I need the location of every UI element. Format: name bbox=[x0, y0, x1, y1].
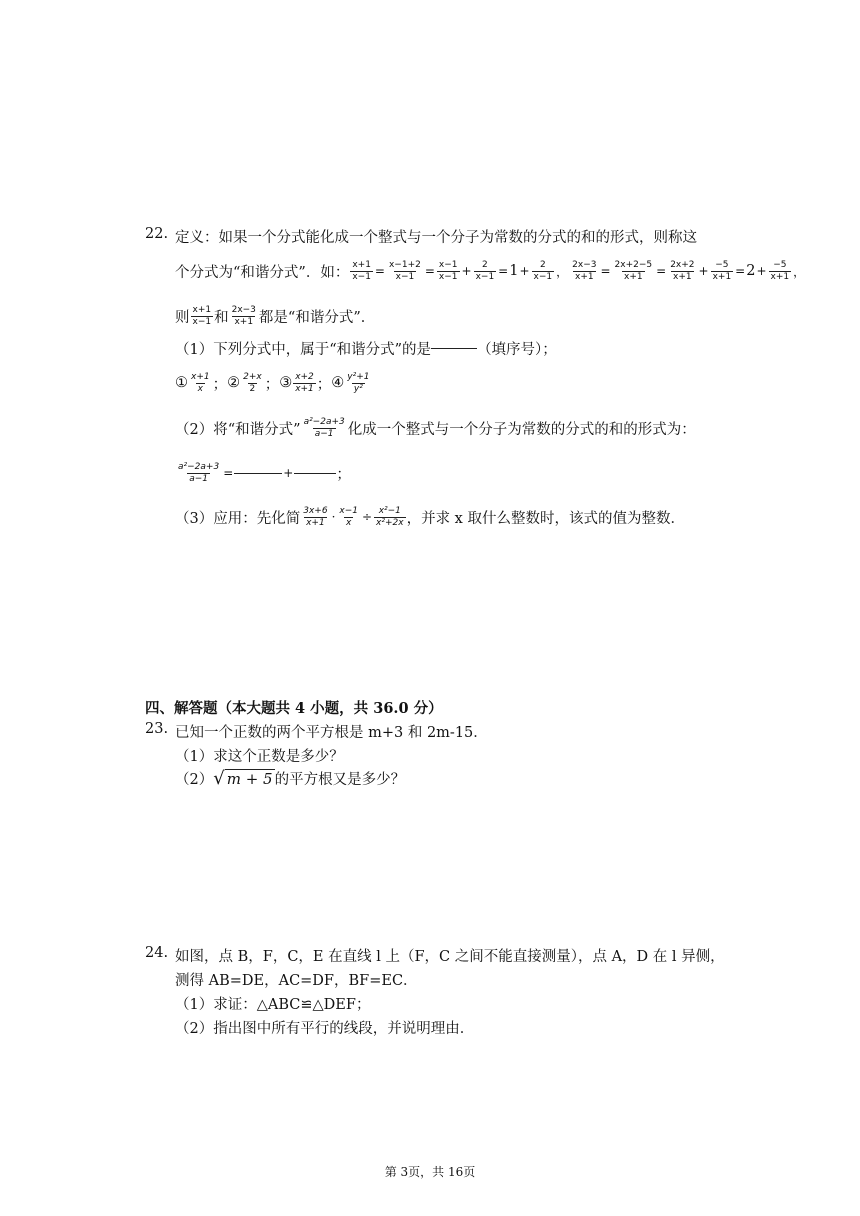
page-footer: 第 3页，共 16页 bbox=[384, 1165, 476, 1179]
fraction: $\frac{x-1+2}{x-1}$ bbox=[388, 259, 421, 282]
fraction: $\frac{2x-3}{x+1}$ bbox=[572, 259, 597, 282]
text: 化成一个整式与一个分子为常数的分式的和的形式为： bbox=[347, 421, 696, 438]
option-marker: ② bbox=[227, 375, 241, 391]
option-marker: ① bbox=[175, 375, 188, 391]
answer-blank bbox=[431, 348, 477, 349]
term: 2 bbox=[746, 263, 756, 279]
text: ，并求 x 取什么整数时，该式的值为整数． bbox=[406, 510, 685, 527]
q24-part2: （2）指出图中所有平行的线段，并说明理由． bbox=[175, 1021, 475, 1037]
text: 则 bbox=[175, 309, 190, 326]
term: 1 bbox=[509, 263, 519, 279]
section-heading: 四、解答题（本大题共 4 小题，共 36.0 分） bbox=[145, 700, 443, 717]
square-root: √ m + 5 bbox=[213, 767, 273, 789]
q24-number: 24. bbox=[145, 945, 169, 961]
fraction: $\frac{x+1}{x-1}$ bbox=[352, 259, 371, 282]
q23-number: 23. bbox=[145, 721, 169, 737]
fraction: $\frac{x+2}{x+1}$ bbox=[295, 371, 314, 394]
fraction: $\frac{2x-3}{x+1}$ bbox=[231, 304, 256, 327]
fraction: $\frac{x+1}{x}$ bbox=[191, 371, 210, 394]
fraction: $\frac{-5}{x+1}$ bbox=[770, 259, 790, 282]
answer-blank bbox=[234, 473, 282, 474]
fraction: $\frac{\text{y²+1}}{\text{y²}}$ bbox=[347, 371, 370, 394]
text: 都是“和谐分式”． bbox=[258, 309, 376, 326]
text: （1）下列分式中，属于“和谐分式”的是 bbox=[175, 341, 432, 358]
fraction: $\frac{\text{a²−2a+3}}{a-1}$ bbox=[178, 461, 220, 484]
fraction: $\frac{x+1}{x-1}$ bbox=[192, 304, 212, 327]
answer-blank bbox=[294, 473, 336, 474]
fraction: $\frac{2x+2}{x+1}$ bbox=[670, 259, 695, 282]
q22-examples-line: 个分式为“和谐分式”．如： $\frac{x+1}{x-1}$ = $\frac{x-1+2}{x-1}$ = $\frac{x-1}{x-1}$ + $\frac{2}{x-1}$ = 1 + $\frac{2}{x-1}$ ， $\frac{2x-3}{x+1}$ = $\frac{2x+2-5}{x+1}$ = $\frac{2x+2}{x+1}$ + $\frac{-5}{x+1}$ = 2 + $\frac{-5}{x+1}$ ， bbox=[175, 259, 806, 282]
fraction: $\frac{\text{x²−1}}{\text{x²+2x}}$ bbox=[376, 505, 404, 528]
q22-line3 bbox=[175, 299, 375, 333]
fraction: $\frac{2x+2-5}{x+1}$ bbox=[614, 259, 653, 282]
q22-options: ① $\frac{x+1}{x}$ ； ② $\frac{2+x}{2}$ ； ③ $\frac{x+2}{x+1}$ ； ④ $\frac{\text{y²+1}}{\text{y²}}$ bbox=[175, 371, 370, 394]
fraction: $\frac{x-1}{x}$ bbox=[339, 505, 358, 528]
text: （填序号）； bbox=[477, 341, 557, 358]
fraction: $\frac{2}{x-1}$ bbox=[533, 259, 553, 282]
q22-part2 bbox=[175, 411, 696, 445]
fraction: $\frac{2}{x-1}$ bbox=[475, 259, 495, 282]
text: （2）将“和谐分式” bbox=[175, 421, 301, 438]
q24-part1: （1）求证：△ABC≌△DEF； bbox=[175, 997, 371, 1013]
fraction: $\frac{-5}{x+1}$ bbox=[712, 259, 732, 282]
fraction: $\frac{2+x}{2}$ bbox=[243, 371, 262, 394]
q22-part1 bbox=[175, 338, 557, 358]
text: （2） bbox=[175, 771, 214, 788]
text: 和 bbox=[214, 309, 229, 326]
fraction: $\frac{\text{a²−2a+3}}{a-1}$ bbox=[303, 416, 345, 439]
fraction: $\frac{3x+6}{x+1}$ bbox=[303, 505, 328, 528]
option-marker: ④ bbox=[331, 375, 345, 391]
q22-number: 22. bbox=[145, 226, 169, 242]
q22-line2-lead: 个分式为“和谐分式”．如： bbox=[175, 264, 350, 281]
q23-part2 bbox=[175, 765, 405, 791]
text: 的平方根又是多少？ bbox=[274, 771, 406, 788]
q23-part1: （1）求这个正数是多少？ bbox=[175, 749, 344, 765]
option-marker: ③ bbox=[279, 375, 293, 391]
q22-part2-answer: $\frac{\text{a²−2a+3}}{a-1}$ = + ； bbox=[178, 461, 351, 484]
q22-intro: 定义：如果一个分式能化成一个整式与一个分子为常数的分式的和的形式，则称这 bbox=[175, 230, 697, 246]
q23-text: 已知一个正数的两个平方根是 m+3 和 2m-15． bbox=[175, 725, 488, 741]
q24-line1: 如图，点 B，F，C，E 在直线 l 上（F，C 之间不能直接测量），点 A，D 在 l 异侧， bbox=[175, 949, 725, 965]
q22-part3: （3）应用：先化简 $\frac{3x+6}{x+1}$ · $\frac{x-1}{x}$ ÷ $\frac{\text{x²−1}}{\text{x²+2x}}$ ，并求 x 取什么整数时，该式的值为整数． bbox=[175, 505, 685, 528]
q24-line2: 测得 AB=DE，AC=DF，BF=EC． bbox=[175, 973, 418, 989]
text: （3）应用：先化简 bbox=[175, 510, 301, 527]
fraction: $\frac{x-1}{x-1}$ bbox=[438, 259, 458, 282]
